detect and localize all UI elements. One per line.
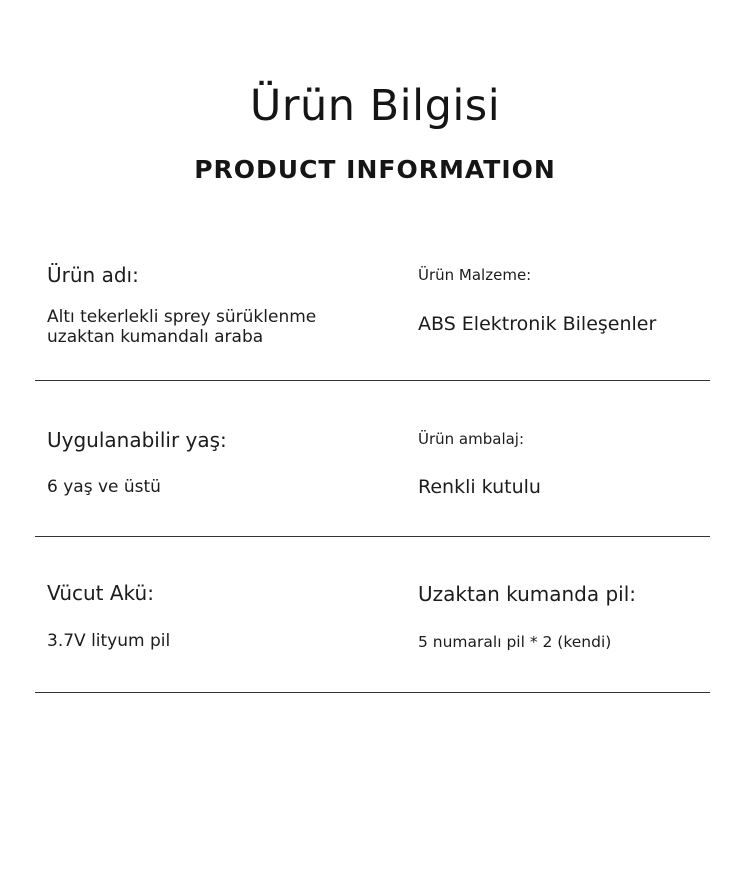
packaging-value: Renkli kutulu: [418, 476, 541, 498]
packaging-label: Ürün ambalaj:: [418, 430, 525, 448]
product-material-value: ABS Elektronik Bileşenler: [418, 313, 657, 335]
divider-2: [35, 536, 710, 537]
age-label: Uygulanabilir yaş:: [47, 428, 227, 452]
remote-battery-label: Uzaktan kumanda pil:: [418, 582, 637, 606]
page-title: Ürün Bilgisi: [249, 81, 501, 131]
body-battery-label: Vücut Akü:: [47, 581, 154, 605]
body-battery-value: 3.7V lityum pil: [47, 631, 171, 651]
product-name-label: Ürün adı:: [47, 263, 139, 287]
page-subtitle: PRODUCT INFORMATION: [194, 155, 556, 184]
product-material-label: Ürün Malzeme:: [418, 266, 532, 284]
divider-1: [35, 380, 710, 381]
product-name-value-line2: uzaktan kumandalı araba: [47, 327, 264, 347]
age-value: 6 yaş ve üstü: [47, 477, 161, 497]
remote-battery-value: 5 numaralı pil * 2 (kendi): [418, 633, 612, 651]
product-name-value-line1: Altı tekerlekli sprey sürüklenme: [47, 307, 317, 327]
divider-3: [35, 692, 710, 693]
